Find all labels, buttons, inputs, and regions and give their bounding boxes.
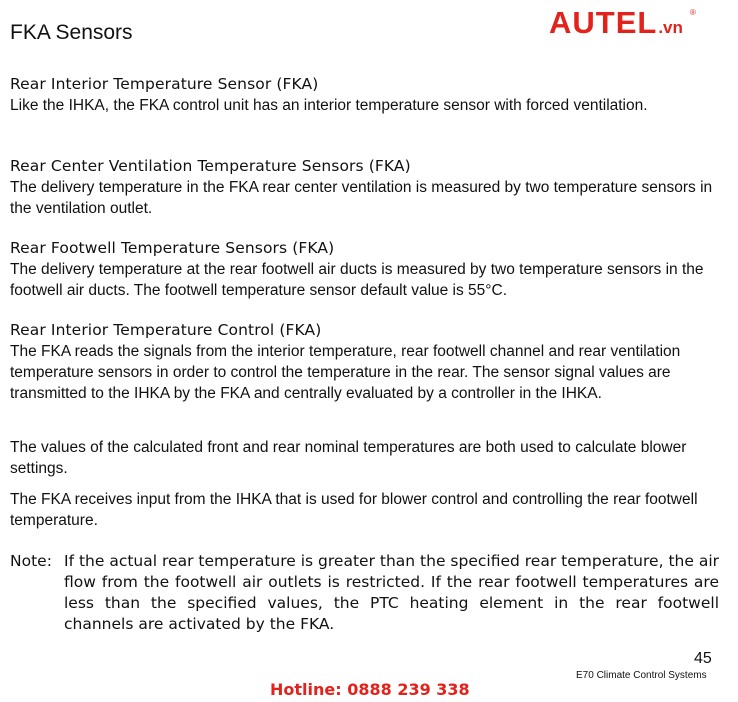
hotline-text: Hotline: 0888 239 338 <box>270 680 470 699</box>
section-rear-footwell-sensors <box>10 238 725 301</box>
autel-logo <box>549 5 696 40</box>
section-body: The delivery temperature in the FKA rear center ventilation is measured by two temperature sensors in the ventilation outlet. <box>10 179 713 217</box>
paragraph-nominal-temperatures <box>10 437 725 479</box>
section-heading: Rear Interior Temperature Control (FKA) <box>10 321 322 339</box>
page-title: FKA Sensors <box>10 21 133 44</box>
logo-registered-mark: ® <box>690 8 696 17</box>
paragraph-text: The FKA receives input from the IHKA that is used for blower control and controlling the rear footwell temperature. <box>10 491 698 529</box>
logo-domain-suffix: .vn <box>658 18 683 37</box>
note-text: If the actual rear temperature is greater than the specified rear temperature, the air flow from the footwell air outlets is restricted. If the rear footwell temperatures are less than the specified values, the PTC heating element in the rear footwell channels are activated by the FKA. <box>64 552 719 633</box>
logo-wordmark: AUTEL <box>549 5 658 40</box>
section-rear-center-ventilation-sensors <box>10 156 725 219</box>
paragraph-text: The values of the calculated front and rear nominal temperatures are both used to calculate blower settings. <box>10 439 687 477</box>
page-number: 45 <box>694 650 712 667</box>
section-body: The delivery temperature at the rear footwell air ducts is measured by two temperature sensors in the footwell air ducts. The footwell temperature sensor default value is 55°C. <box>10 261 704 299</box>
section-heading: Rear Footwell Temperature Sensors (FKA) <box>10 239 335 257</box>
section-rear-interior-sensor <box>10 74 725 116</box>
section-body: Like the IHKA, the FKA control unit has an interior temperature sensor with forced ventilation. <box>10 97 648 114</box>
section-heading: Rear Interior Temperature Sensor (FKA) <box>10 75 319 93</box>
paragraph-fka-input <box>10 489 725 531</box>
note-label: Note: <box>10 552 52 570</box>
section-heading: Rear Center Ventilation Temperature Sensors (FKA) <box>10 157 411 175</box>
footer-document-title: E70 Climate Control Systems <box>576 670 707 681</box>
section-rear-interior-control <box>10 320 725 404</box>
section-body: The FKA reads the signals from the interior temperature, rear footwell channel and rear ventilation temperature sensors in order to control the temperature in the rear. The sensor signal values are transmitted to the IHKA by the FKA and centrally evaluated by a controller in the IHKA. <box>10 343 681 402</box>
